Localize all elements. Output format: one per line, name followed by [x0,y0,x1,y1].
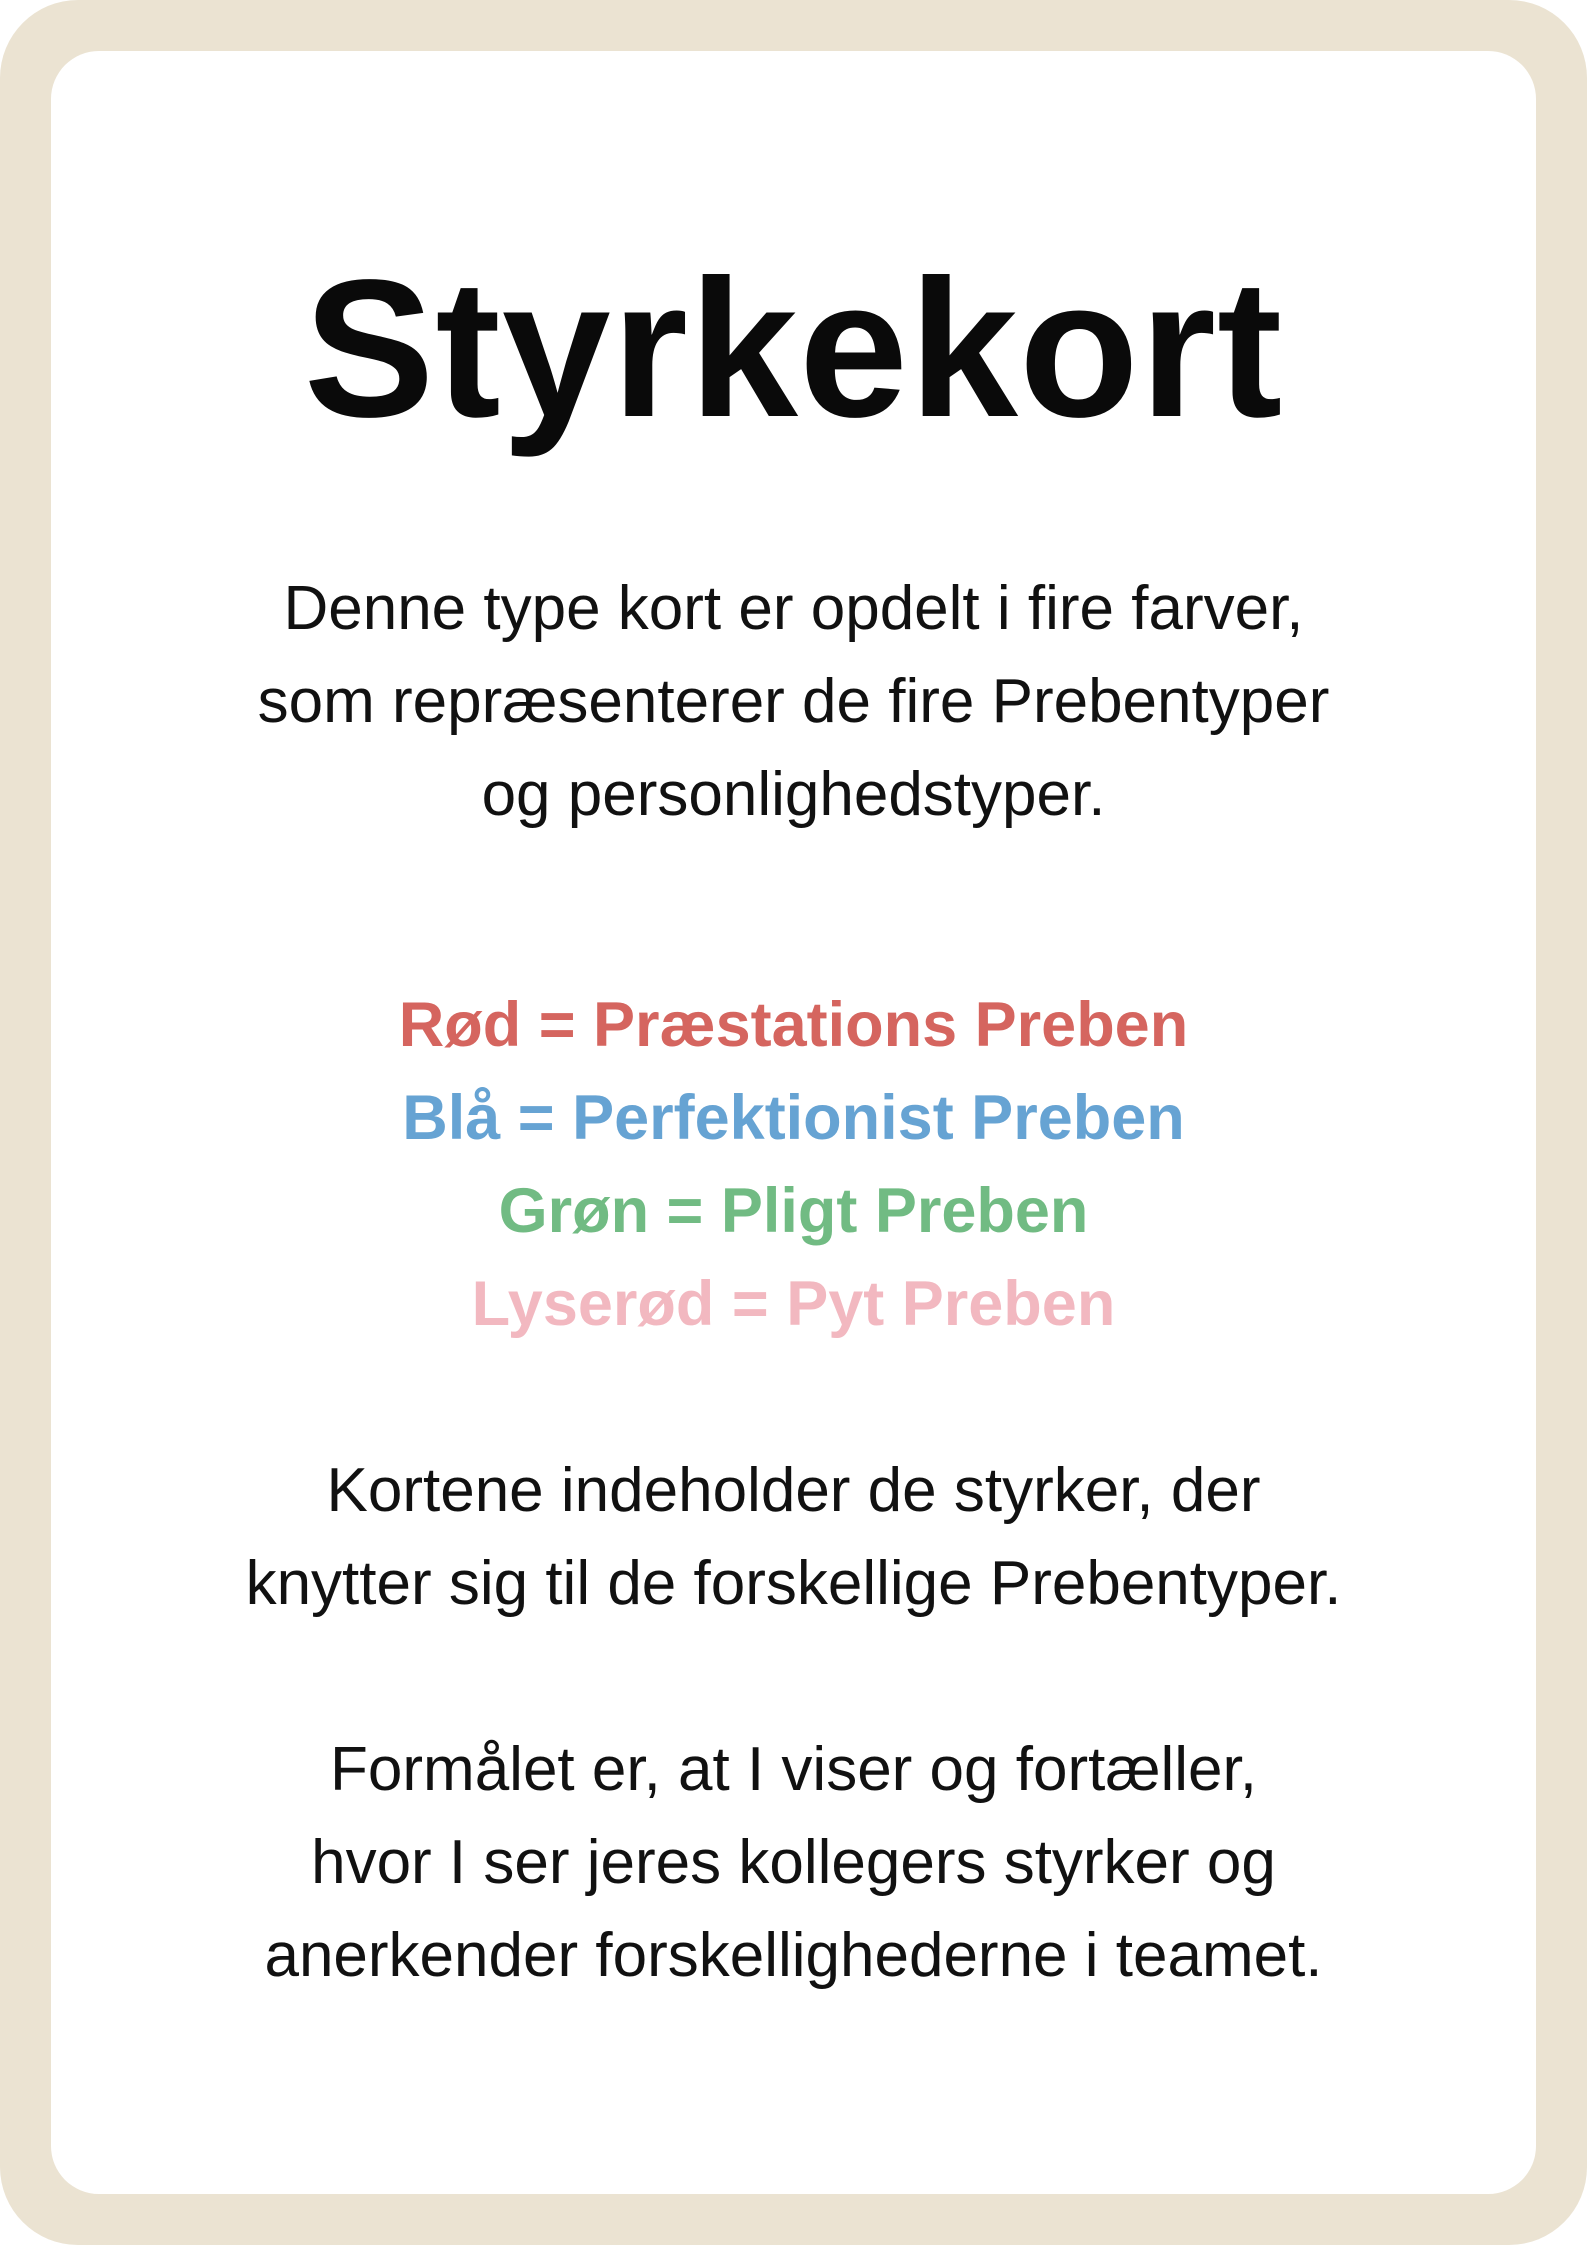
intro-line: og personlighedstyper. [481,760,1106,829]
description-line: knytter sig til de forskellige Prebentyper. [245,1549,1342,1618]
description-line: Kortene indeholder de styrker, der [326,1456,1261,1525]
legend-item-red: Rød = Præstations Preben [398,990,1189,1060]
purpose-text [51,1723,1536,2002]
intro-text [51,562,1536,841]
card [51,51,1536,2194]
legend-item-pink: Lyserød = Pyt Preben [471,1269,1116,1339]
intro-line: Denne type kort er opdelt i fire farver, [283,574,1304,643]
color-legend [51,979,1536,1351]
legend-item-green: Grøn = Pligt Preben [498,1176,1089,1246]
purpose-line: anerkender forskellighederne i teamet. [264,1921,1323,1990]
card-title: Styrkekort [303,239,1284,458]
purpose-line: Formålet er, at I viser og fortæller, [330,1735,1257,1804]
purpose-line: hvor I ser jeres kollegers styrker og [311,1828,1276,1897]
description-text [51,1444,1536,1630]
intro-line: som repræsenterer de fire Prebentyper [257,667,1330,736]
legend-item-blue: Blå = Perfektionist Preben [402,1083,1185,1153]
